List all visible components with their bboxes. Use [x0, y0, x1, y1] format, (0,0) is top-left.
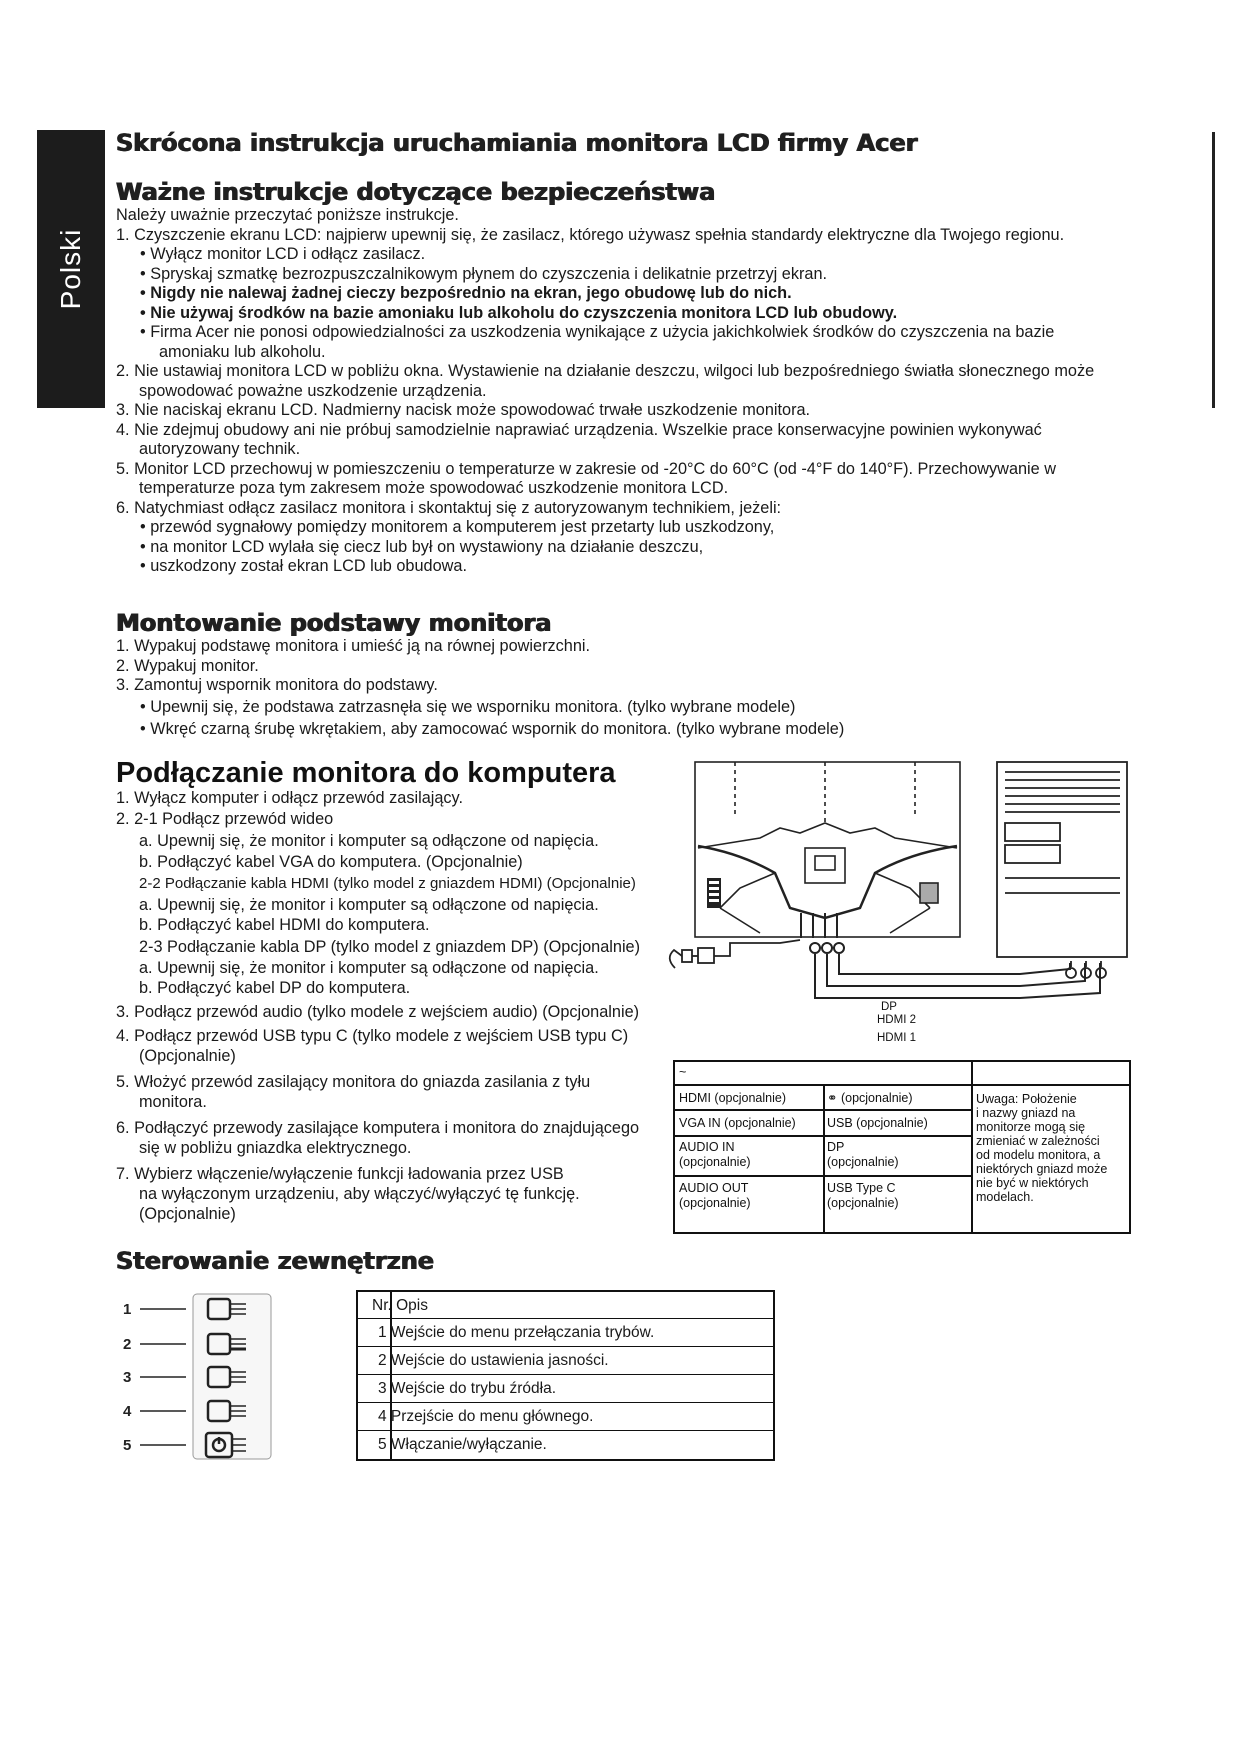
safety-bullet-5-cont: amoniaku lub alkoholu. — [159, 342, 326, 361]
cable-plugs-icon — [801, 913, 1100, 998]
key-number-2: 2 — [123, 1336, 132, 1353]
connect-step-7: 7. Wybierz włączenie/wyłączenie funkcji ładowania przez USB — [116, 1165, 564, 1183]
table-row: 1 Wejście do menu przełączania trybów. — [358, 1318, 773, 1347]
controls-table — [356, 1290, 775, 1461]
language-tab-label: Polski — [55, 228, 86, 310]
connect-step-4: 4. Podłącz przewód USB typu C (tylko modele z wejściem USB typu C) — [116, 1027, 629, 1045]
connect-step-2-2-a: a. Upewnij się, że monitor i komputer są odłączone od napięcia. — [139, 896, 599, 914]
power-adapter-icon — [670, 940, 800, 968]
stand-step-1: 1. Wypakuj podstawę monitora i umieść ją na równej powierzchni. — [116, 637, 591, 655]
connect-step-2-1-b: b. Podłączyć kabel VGA do komputera. (Opcjonalnie) — [139, 853, 523, 871]
safety-item-6: 6. Natychmiast odłącz zasilacz monitora i skontaktuj się z autoryzowanym technikiem, jeżeli: — [116, 498, 782, 517]
document-title: Skrócona instrukcja uruchamiania monitora LCD firmy Acer — [116, 129, 918, 157]
safety-item-4: 4. Nie zdejmuj obudowy ani nie próbuj samodzielnie naprawiać urządzenia. Wszelkie prace konserwacyjne powinien wykonywać — [116, 420, 1042, 439]
connect-step-2-3-a: a. Upewnij się, że monitor i komputer są odłączone od napięcia. — [139, 959, 599, 977]
language-tab — [37, 130, 105, 408]
ports-note: Uwaga: Położenie i nazwy gniazd na monitorze mogą się zmieniać w zależności od modelu monitora, a niektórych gniazd może nie być w niektórych modelach. — [976, 1092, 1108, 1204]
port-hdmi: HDMI (opcjonalnie) — [679, 1091, 786, 1105]
connect-step-2-2: 2-2 Podłączanie kabla HDMI (tylko model z gniazdem HDMI) (Opcjonalnie) — [139, 875, 636, 892]
stand-step-2: 2. Wypakuj monitor. — [116, 656, 259, 675]
port-audio-in: AUDIO IN (opcjonalnie) — [679, 1140, 751, 1169]
table-row: 4 Przejście do menu głównego. — [358, 1402, 773, 1431]
stand-step-3: 3. Zamontuj wspornik monitora do podstawy. — [116, 676, 438, 694]
port-usb: USB (opcjonalnie) — [827, 1116, 928, 1130]
stand-heading: Montowanie podstawy monitora — [116, 609, 552, 637]
connect-step-7-cont-2: (Opcjonalnie) — [139, 1205, 236, 1223]
headphone-icon: ⚭ — [827, 1091, 838, 1105]
port-dp: DP (opcjonalnie) — [827, 1140, 899, 1169]
safety-item-2-cont: spowodować poważne uszkodzenie urządzenia. — [139, 381, 487, 400]
controls-table-header: Nr. Opis — [358, 1292, 773, 1319]
safety-bullet-5: • Firma Acer nie ponosi odpowiedzialności za uszkodzenia wynikające z użycia jakichkolwiek środków do czyszczenia na bazie — [140, 323, 1055, 341]
safety-intro: Należy uważnie przeczytać poniższe instrukcje. — [116, 206, 459, 224]
label-hdmi-1: HDMI 1 — [877, 1032, 916, 1044]
connect-step-2-1-a: a. Upewnij się, że monitor i komputer są odłączone od napięcia. — [139, 832, 599, 850]
safety-bullet-2: • Spryskaj szmatkę bezrozpuszczalnikowym płynem do czyszczenia i delikatnie przetrzyj ekran. — [140, 264, 828, 283]
label-dp: DP — [881, 1001, 897, 1013]
table-row: 5 Włączanie/wyłączanie. — [378, 1436, 547, 1453]
table-row: 2 Wejście do ustawienia jasności. — [358, 1346, 773, 1375]
ports-col-divider-2 — [971, 1062, 973, 1234]
key-number-1: 1 — [123, 1301, 132, 1318]
table-row: 3 Wejście do trybu źródła. — [358, 1374, 773, 1403]
ports-row-divider-2 — [675, 1109, 971, 1111]
safety-item-4-cont: autoryzowany technik. — [139, 440, 301, 458]
stand-step-3-bullet-2: • Wkręć czarną śrubę wkrętakiem, aby zamocować wspornik do monitora. (tylko wybrane modele) — [140, 719, 845, 738]
monitor-back-illustration — [695, 762, 960, 937]
safety-item-6-bullet-1: • przewód sygnałowy pomiędzy monitorem a komputerem jest przetarty lub uszkodzony, — [140, 518, 775, 536]
port-strip-icon — [707, 878, 721, 908]
connect-step-5: 5. Włożyć przewód zasilający monitora do gniazda zasilania z tyłu — [116, 1073, 591, 1091]
connect-heading: Podłączanie monitora do komputera — [116, 757, 616, 789]
connect-step-6-cont: się w pobliżu gniazdka elektrycznego. — [139, 1139, 412, 1157]
connect-step-2: 2. 2-1 Podłącz przewód wideo — [116, 810, 334, 828]
stand-text — [116, 637, 844, 740]
connect-step-4-cont: (Opcjonalnie) — [139, 1047, 236, 1065]
safety-bullet-3: • Nigdy nie nalewaj żadnej cieczy bezpośrednio na ekran, jego obudowę lub do nich. — [140, 284, 792, 302]
safety-bullet-1: • Wyłącz monitor LCD i odłącz zasilacz. — [140, 245, 426, 263]
safety-item-2: 2. Nie ustawiaj monitora LCD w pobliżu okna. Wystawienie na działanie deszczu, wilgoci lub bezpośredniego światła słonecznego może — [116, 362, 1095, 380]
connect-step-2-3: 2-3 Podłączanie kabla DP (tylko model z gniazdem DP) (Opcjonalnie) — [139, 938, 641, 956]
port-audio-out: AUDIO OUT (opcjonalnie) — [679, 1181, 751, 1210]
connect-step-3: 3. Podłącz przewód audio (tylko modele z wejściem audio) (Opcjonalnie) — [116, 1003, 640, 1021]
safety-item-1: 1. Czyszczenie ekranu LCD: najpierw upewnij się, że zasilacz, którego używasz spełnia standardy elektryczne dla Twojego regionu. — [116, 225, 1065, 244]
safety-heading: Ważne instrukcje dotyczące bezpieczeństwa — [116, 178, 716, 206]
connect-text — [116, 789, 640, 1225]
external-controls-heading: Sterowanie zewnętrzne — [116, 1247, 435, 1275]
safety-bullet-4: • Nie używaj środków na bazie amoniaku lub alkoholu do czyszczenia monitora LCD lub obudowy. — [140, 303, 898, 322]
ports-row-divider-3 — [675, 1135, 971, 1137]
connect-step-1: 1. Wyłącz komputer i odłącz przewód zasilający. — [116, 789, 464, 807]
connect-step-2-2-b: b. Podłączyć kabel HDMI do komputera. — [139, 916, 430, 934]
safety-item-5-cont: temperaturze poza tym zakresem może spowodować uszkodzenie monitora LCD. — [139, 479, 729, 497]
safety-text — [116, 206, 1094, 577]
safety-item-6-bullet-2: • na monitor LCD wylała się ciecz lub był on wystawiony na działanie deszczu, — [140, 537, 704, 556]
connect-step-5-cont: monitora. — [139, 1093, 207, 1111]
ports-note-divider — [971, 1084, 1131, 1086]
ports-row-divider-4 — [675, 1175, 971, 1177]
key-number-5: 5 — [123, 1437, 132, 1454]
connect-step-2-3-b: b. Podłączyć kabel DP do komputera. — [139, 979, 411, 997]
port-headphone: ⚭ (opcjonalnie) — [827, 1091, 913, 1105]
safety-item-6-bullet-3: • uszkodzony został ekran LCD lub obudowa. — [140, 557, 467, 575]
connection-diagram — [660, 758, 1130, 1048]
port-usb-type-c: USB Type C (opcjonalnie) — [827, 1181, 899, 1210]
power-symbol: ~ — [679, 1065, 687, 1079]
stand-step-3-bullet-1: • Upewnij się, że podstawa zatrzasnęła się we wsporniku monitora. (tylko wybrane modele) — [140, 697, 796, 716]
ports-row-divider-1 — [675, 1084, 971, 1086]
safety-item-3: 3. Nie naciskaj ekranu LCD. Nadmierny nacisk może spowodować trwałe uszkodzenie monitora. — [116, 401, 811, 419]
connect-step-7-cont: na wyłączonym urządzeniu, aby włączyć/wyłączyć tę funkcję. — [139, 1185, 580, 1203]
ports-col-divider-1 — [823, 1084, 825, 1234]
safety-item-5: 5. Monitor LCD przechowuj w pomieszczeniu o temperaturze w zakresie od -20°C do 60°C (od -4°F do 140°F). Przechowywanie w — [116, 459, 1057, 478]
key-number-4: 4 — [123, 1403, 132, 1420]
connect-step-6: 6. Podłączyć przewody zasilające komputera i monitora do znajdującego — [116, 1119, 640, 1137]
key-number-3: 3 — [123, 1369, 132, 1386]
ports-table — [673, 1060, 1131, 1234]
port-vga: VGA IN (opcjonalnie) — [679, 1116, 796, 1130]
right-margin-rule — [1212, 132, 1215, 408]
pc-tower-icon — [997, 762, 1127, 978]
label-hdmi-2: HDMI 2 — [877, 1014, 916, 1026]
control-keys-diagram — [118, 1292, 278, 1462]
